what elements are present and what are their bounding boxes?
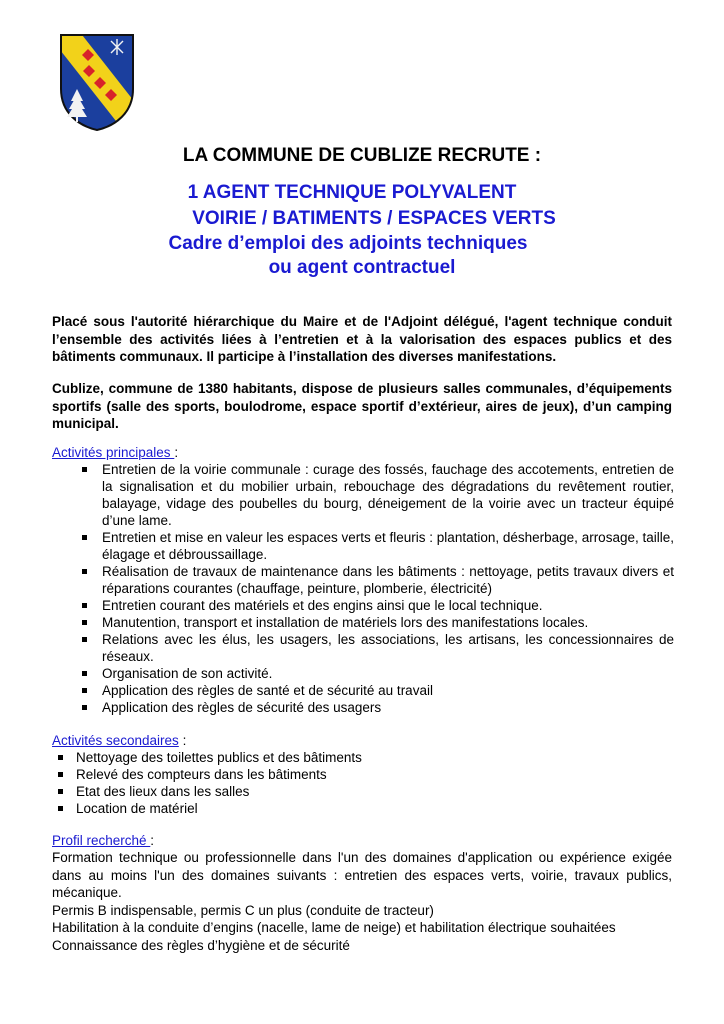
list-item: Entretien de la voirie communale : curage des fossés, fauchage des accotements, entretien de la signalisation et du mobilier urbain, rebouchage des dégradations du revêtement routier, balayage, vidage des poubelles du bourg, déneigement de la voirie avec un tracteur équipé d’une lame.	[52, 461, 674, 529]
bullet-icon	[82, 467, 87, 472]
activites-principales-list	[52, 461, 674, 716]
bullet-icon	[58, 789, 63, 794]
section-heading-suffix: :	[150, 833, 155, 848]
section-heading-suffix: :	[174, 445, 179, 460]
section-heading-activites-principales	[52, 444, 178, 461]
list-item: Location de matériel	[52, 800, 674, 817]
list-item: Organisation de son activité.	[52, 665, 674, 682]
bullet-icon	[82, 569, 87, 574]
job-title-line2: VOIRIE / BATIMENTS / ESPACES VERTS	[192, 208, 556, 229]
list-item: Entretien et mise en valeur les espaces verts et fleuris : plantation, désherbage, arrosage, taille, élagage et débroussaillage.	[52, 529, 674, 563]
profil-line: Habilitation à la conduite d’engins (nacelle, lame de neige) et habilitation électrique souhaitées	[52, 920, 616, 935]
bullet-icon	[82, 637, 87, 642]
activites-secondaires-list	[52, 749, 674, 817]
list-item: Application des règles de santé et de sécurité au travail	[52, 682, 674, 699]
bullet-icon	[82, 688, 87, 693]
bullet-icon	[82, 620, 87, 625]
job-title-line3: Cadre d’emploi des adjoints techniques	[168, 233, 528, 254]
section-heading-profil	[52, 832, 154, 849]
job-title-line4: ou agent contractuel	[268, 257, 456, 278]
bullet-icon	[58, 755, 63, 760]
bullet-icon	[82, 671, 87, 676]
profil-line: Formation technique ou professionnelle dans l'un des domaines d'application ou expérience exigée dans au moins l'un des domaines suivants : entretien des espaces verts, voirie, travaux publics, mécanique.	[52, 850, 672, 900]
section-heading-label: Activités principales	[52, 445, 175, 460]
section-heading-suffix: :	[178, 733, 187, 748]
list-item: Manutention, transport et installation de matériels lors des manifestations locales.	[52, 614, 674, 631]
bullet-icon	[82, 705, 87, 710]
profil-line: Permis B indispensable, permis C un plus (conduite de tracteur)	[52, 902, 434, 918]
section-heading-label: Profil recherché	[52, 833, 151, 848]
job-title-line1: 1 AGENT TECHNIQUE POLYVALENT	[187, 182, 517, 203]
list-item: Etat des lieux dans les salles	[52, 783, 674, 800]
list-item: Application des règles de sécurité des usagers	[52, 699, 674, 716]
page-title: LA COMMUNE DE CUBLIZE RECRUTE :	[182, 145, 542, 166]
list-item: Réalisation de travaux de maintenance dans les bâtiments : nettoyage, petits travaux divers et réparations courantes (chauffage, peinture, plomberie, électricité)	[52, 563, 674, 597]
intro-paragraph-2: Cublize, commune de 1380 habitants, dispose de plusieurs salles communales, d’équipements sportifs (salle des sports, boulodrome, espace sportif d’extérieur, aires de jeux), d’un camping municipal.	[52, 381, 672, 431]
profil-text	[52, 849, 672, 954]
list-item: Nettoyage des toilettes publics et des bâtiments	[52, 749, 674, 766]
coat-of-arms-icon	[57, 31, 137, 132]
list-item: Relevé des compteurs dans les bâtiments	[52, 766, 674, 783]
bullet-icon	[58, 772, 63, 777]
intro-paragraph-1: Placé sous l'autorité hiérarchique du Maire et de l'Adjoint délégué, l'agent technique conduit l’ensemble des activités liées à l’entretien et à la valorisation des espaces publics et des bâtiments communaux. Il participe à l’installation des diverses manifestations.	[52, 314, 672, 364]
bullet-icon	[58, 806, 63, 811]
list-item: Entretien courant des matériels et des engins ainsi que le local technique.	[52, 597, 674, 614]
bullet-icon	[82, 535, 87, 540]
section-heading-label: Activités secondaires	[52, 733, 179, 748]
profil-line: Connaissance des règles d’hygiène et de sécurité	[52, 937, 350, 953]
bullet-icon	[82, 603, 87, 608]
list-item: Relations avec les élus, les usagers, les associations, les artisans, les concessionnaires de réseaux.	[52, 631, 674, 665]
section-heading-activites-secondaires	[52, 732, 186, 749]
